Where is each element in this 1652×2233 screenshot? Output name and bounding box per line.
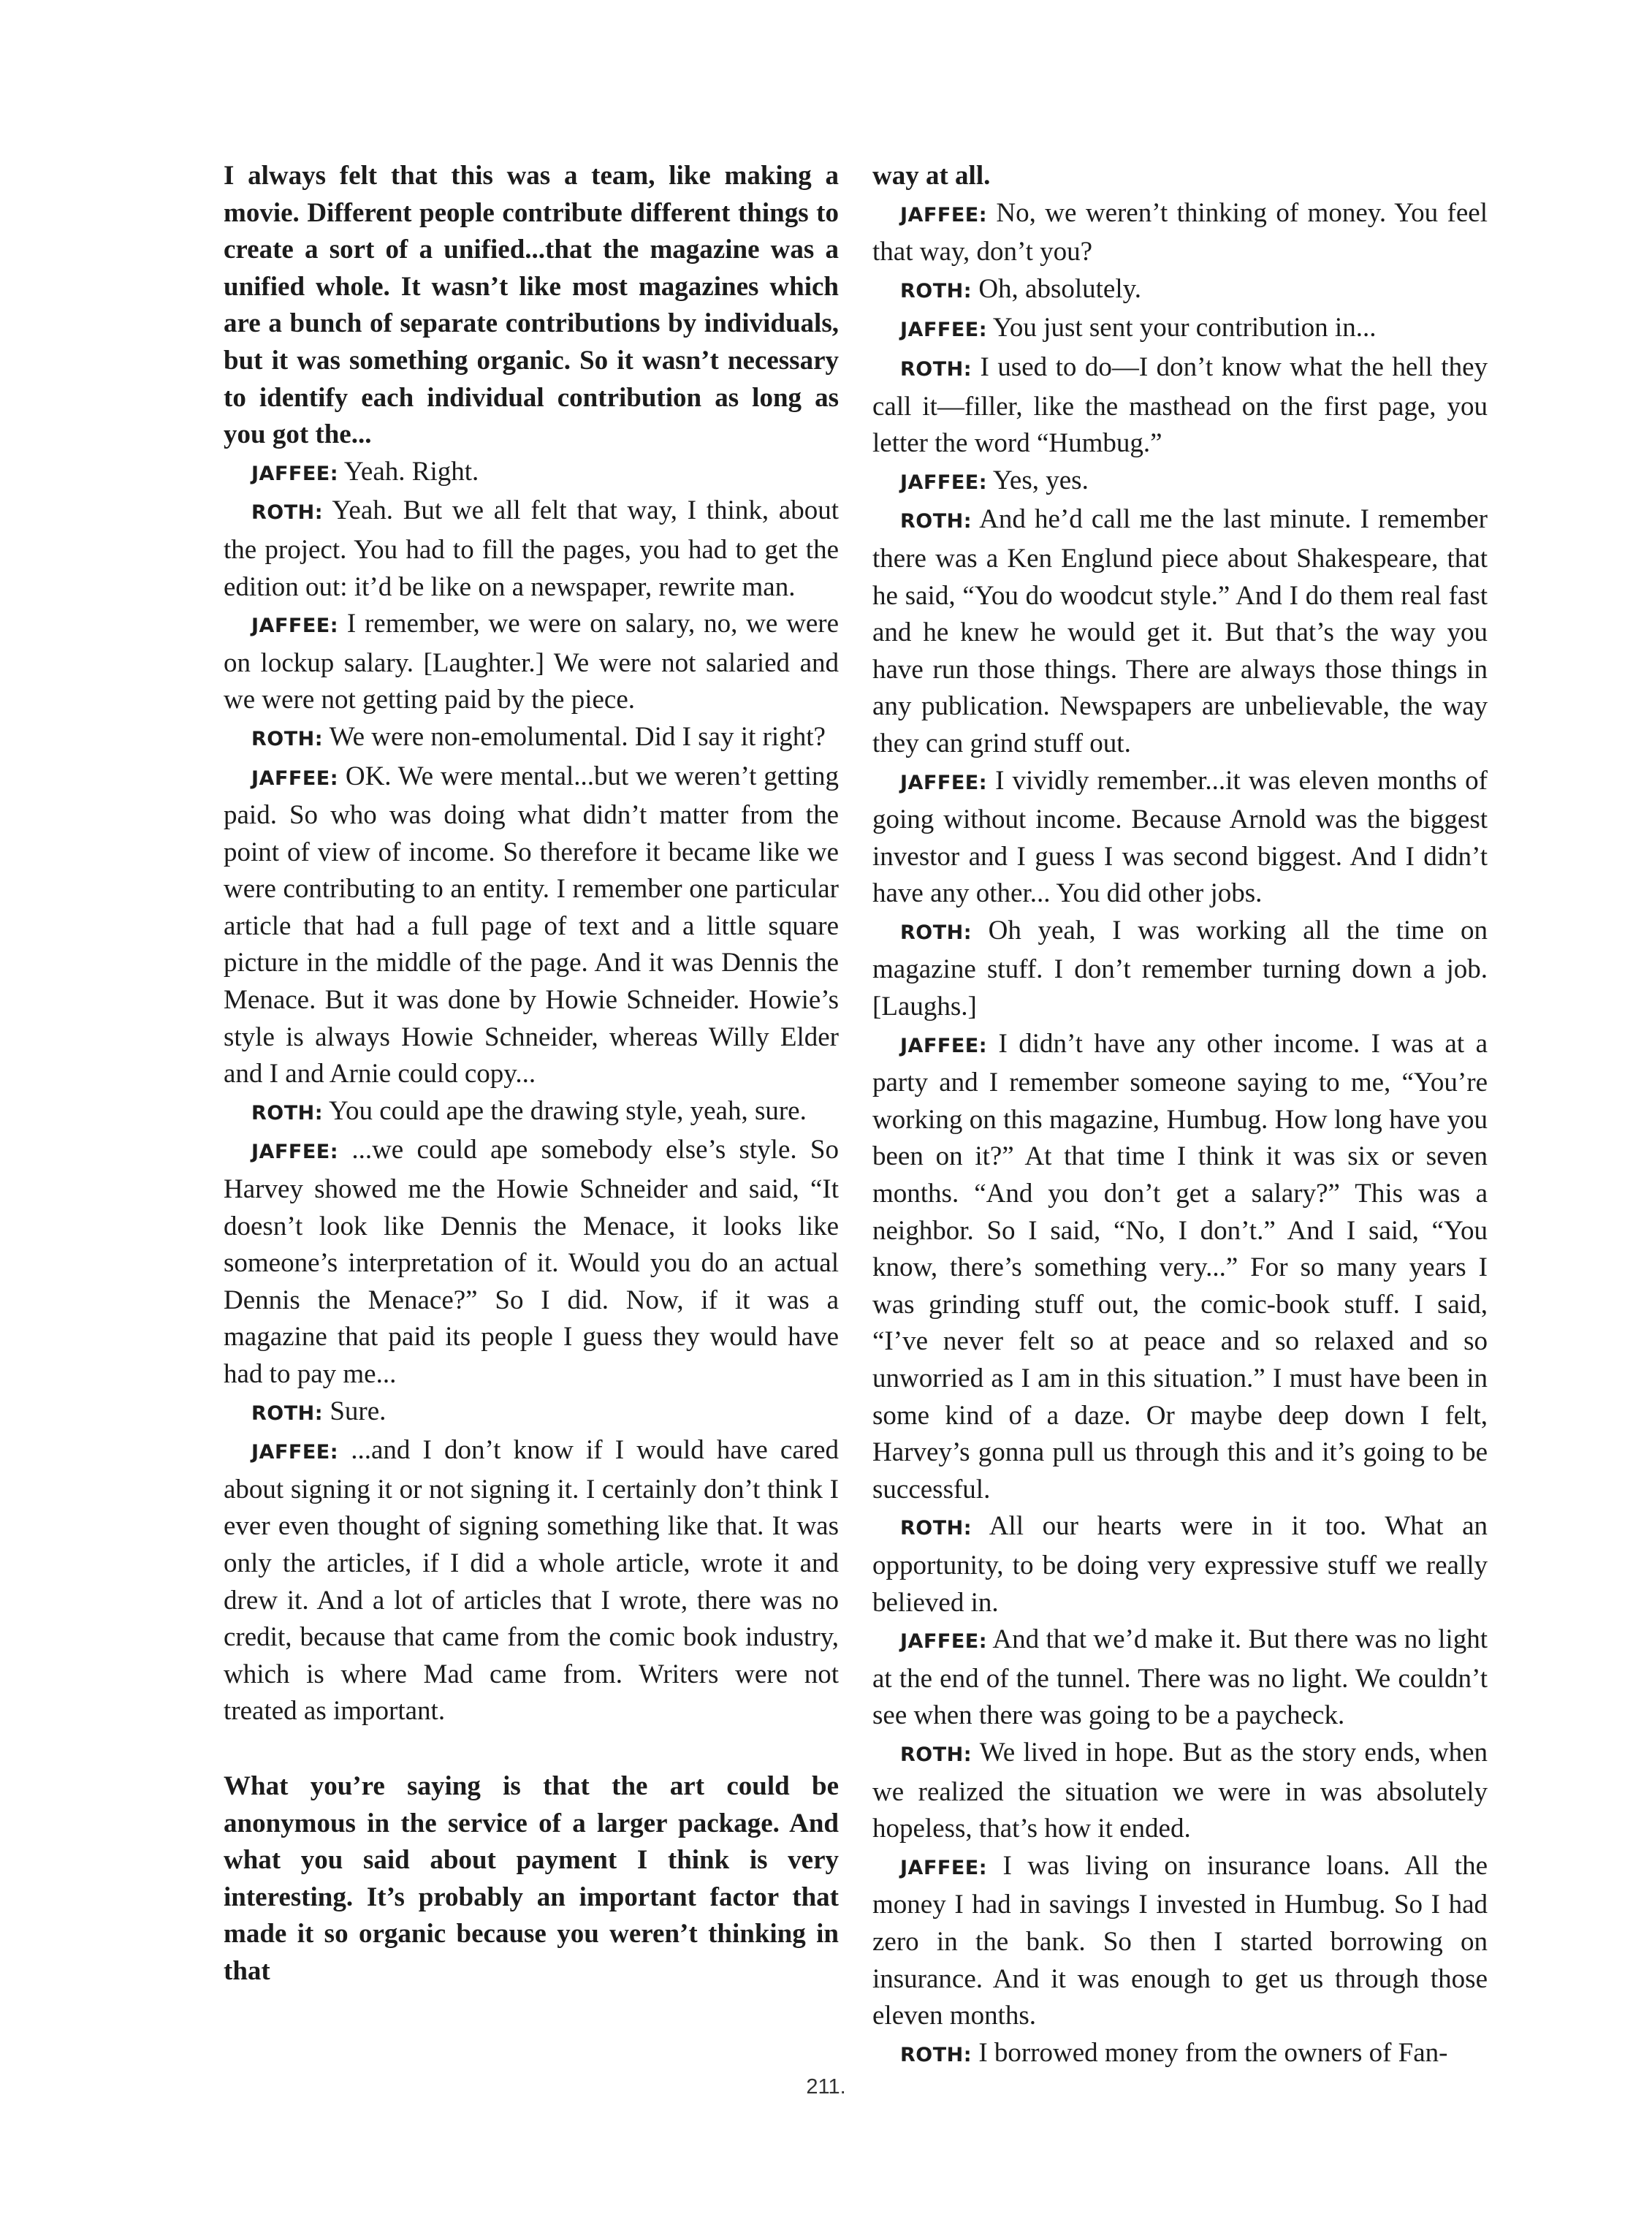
speaker-label: JAFFEE: xyxy=(251,615,339,638)
answer-text: No, we weren’t thinking of money. You feel that way, don’t you? xyxy=(872,197,1488,267)
answer-paragraph xyxy=(872,195,1488,271)
answer-text: ...we could ape somebody else’s style. So Harvey showed me the Howie Schneider and said, “It doesn’t look like Dennis the Menace, it looks like someone’s interpretation of it. Would you do an actual Dennis the Menace?” So I did. Now, if it was a magazine that paid its people I guess they would have had to pay me... xyxy=(224,1135,840,1389)
answer-text: And that we’d make it. But there was no light at the end of the tunnel. There was no light. We couldn’t see when there was going to be a paycheck. xyxy=(872,1624,1488,1731)
speaker-label: ROTH: xyxy=(900,357,972,381)
speaker-label: ROTH: xyxy=(900,2043,972,2066)
answer-paragraph xyxy=(872,1735,1488,1848)
answer-text: ...and I don’t know if I would have cared about signing it or not signing it. I certainly don’t think I ever even thought of signing something like that. It was only the articles, if I did a whole article, wrote it and drew it. And a lot of articles that I wrote, there was no credit, because that came from the comic book industry, which is where Mad came from. Writers were not treated as important. xyxy=(224,1435,839,1727)
answer-text: I didn’t have any other income. I was at a party and I remember someone saying to me, “You’re working on this magazine, Humbug. How long have you been on it?” At that time I think it was six or seven months. “And you don’t get a salary?” This was a neighbor. So I said, “No, I don’t.” And I said, “You know, there’s something very...” For so many years I was grinding stuff out, the comic-book stuff. I said, “I’ve never felt so at peace and so relaxed and so unworried as I am in this situation.” I must have been in some kind of a daze. Or maybe deep down I felt, Harvey’s gonna pull us through this and it’s going to be successful. xyxy=(872,1028,1488,1504)
speaker-label: JAFFEE: xyxy=(900,203,988,227)
answer-text: All our hearts were in it too. What an opportunity, to be doing very expressive stuff we really believed in. xyxy=(872,1511,1488,1618)
speaker-label: JAFFEE: xyxy=(900,1856,988,1879)
answer-text: And he’d call me the last minute. I remember there was a Ken Englund piece about Shakespeare, that he said, “You do woodcut style.” And I do them real fast and he knew he would get it. But that’s the way you have run those things. There are always those things in any publication. Newspapers are unbelievable, the way they can grind stuff out. xyxy=(872,504,1488,758)
interviewer-question: What you’re saying is that the art could be anonymous in the service of a larger package. And what you said about payment I think is very interesting. It’s probably an important factor that made it so organic because you weren’t thinking in that xyxy=(224,1770,839,1986)
answer-text: I remember, we were on salary, no, we were on lockup salary. [Laughter.] We were not salaried and we were not getting paid by the piece. xyxy=(224,609,839,715)
answer-paragraph xyxy=(872,1508,1488,1621)
answer-text: You just sent your contribution in... xyxy=(992,313,1377,343)
answer-paragraph xyxy=(872,271,1488,311)
answer-paragraph xyxy=(224,606,839,719)
speaker-label: ROTH: xyxy=(251,501,324,525)
answer-paragraph xyxy=(224,1093,839,1133)
answer-paragraph xyxy=(872,763,1488,913)
answer-paragraph xyxy=(224,492,839,606)
answer-paragraph xyxy=(872,463,1488,502)
answer-text: Yeah. Right. xyxy=(343,456,479,487)
answer-text: Yeah. But we all felt that way, I think, about the project. You had to fill the pages, you had to get the edition out: it’d be like on a newspaper, rewrite man. xyxy=(224,495,839,602)
answer-paragraph xyxy=(224,758,839,1093)
answer-text: We lived in hope. But as the story ends, when we realized the situation we were in was absolutely hopeless, that’s how it ended. xyxy=(872,1737,1488,1844)
speaker-label: JAFFEE: xyxy=(251,1441,339,1464)
speaker-label: ROTH: xyxy=(900,1743,972,1766)
speaker-label: JAFFEE: xyxy=(251,462,339,485)
answer-paragraph xyxy=(224,1132,839,1393)
interviewer-question: I always felt that this was a team, like making a movie. Different people contribute different things to create a sort of a unified...that the magazine was a unified whole. It wasn’t like most magazines which are a bunch of separate contributions by individuals, but it was something organic. So it wasn’t necessary to identify each individual contribution as long as you got the... xyxy=(224,161,839,450)
answer-text: I used to do—I don’t know what the hell they call it—filler, like the masthead on the first page, you letter the word “Humbug.” xyxy=(872,351,1488,459)
speaker-label: ROTH: xyxy=(900,921,972,944)
answer-paragraph xyxy=(872,2035,1488,2074)
answer-text: Oh, absolutely. xyxy=(978,273,1141,304)
speaker-label: JAFFEE: xyxy=(900,1630,988,1654)
answer-paragraph xyxy=(224,719,839,758)
answer-text: I was living on insurance loans. All the money I had in savings I invested in Humbug. So I had zero in the bank. So then I started borrowing on insurance. And it was enough to get us through those eleven months. xyxy=(872,1850,1488,2031)
answer-text: We were non-emolumental. Did I say it right? xyxy=(329,721,826,752)
answer-text: Sure. xyxy=(330,1396,387,1426)
speaker-label: JAFFEE: xyxy=(900,319,988,342)
answer-text: Oh yeah, I was working all the time on magazine stuff. I don’t remember turning down a job. [Laughs.] xyxy=(872,915,1488,1022)
answer-paragraph xyxy=(872,310,1488,349)
interviewer-question-continued: way at all. xyxy=(872,161,991,191)
answer-paragraph xyxy=(224,1432,839,1730)
speaker-label: ROTH: xyxy=(251,1101,324,1125)
page-number: 211. xyxy=(806,2075,846,2099)
speaker-label: ROTH: xyxy=(900,1517,972,1540)
answer-text: You could ape the drawing style, yeah, sure. xyxy=(328,1095,807,1126)
answer-paragraph xyxy=(872,1026,1488,1509)
speaker-label: ROTH: xyxy=(251,727,324,750)
answer-text: Yes, yes. xyxy=(992,465,1089,495)
speaker-label: JAFFEE: xyxy=(251,1141,339,1164)
speaker-label: JAFFEE: xyxy=(900,771,988,794)
speaker-label: ROTH: xyxy=(900,279,972,303)
answer-paragraph xyxy=(872,349,1488,463)
right-column xyxy=(872,158,1488,2074)
speaker-label: JAFFEE: xyxy=(900,471,988,494)
speaker-label: ROTH: xyxy=(251,1401,324,1425)
answer-text: I borrowed money from the owners of Fan- xyxy=(978,2037,1448,2068)
answer-paragraph xyxy=(224,454,839,493)
answer-paragraph xyxy=(224,1393,839,1433)
answer-paragraph xyxy=(872,501,1488,762)
left-column xyxy=(224,158,839,1990)
speaker-label: JAFFEE: xyxy=(900,1034,988,1057)
answer-text: I vividly remember...it was eleven months of going without income. Because Arnold was the biggest investor and I guess I was second biggest. And I didn’t have any other... You did other jobs. xyxy=(872,765,1488,909)
answer-text: OK. We were mental...but we weren’t getting paid. So who was doing what didn’t matter from the point of view of income. So therefore it became like we were contributing to an entity. I remember one particular article that had a full page of text and a little square picture in the middle of the page. And it was Dennis the Menace. But it was done by Howie Schneider. Howie’s style is always Howie Schneider, whereas Willy Elder and I and Arnie could copy... xyxy=(224,761,839,1089)
answer-paragraph xyxy=(872,1621,1488,1735)
answer-paragraph xyxy=(872,913,1488,1026)
speaker-label: ROTH: xyxy=(900,510,972,533)
answer-paragraph xyxy=(872,1848,1488,2035)
speaker-label: JAFFEE: xyxy=(251,766,339,790)
